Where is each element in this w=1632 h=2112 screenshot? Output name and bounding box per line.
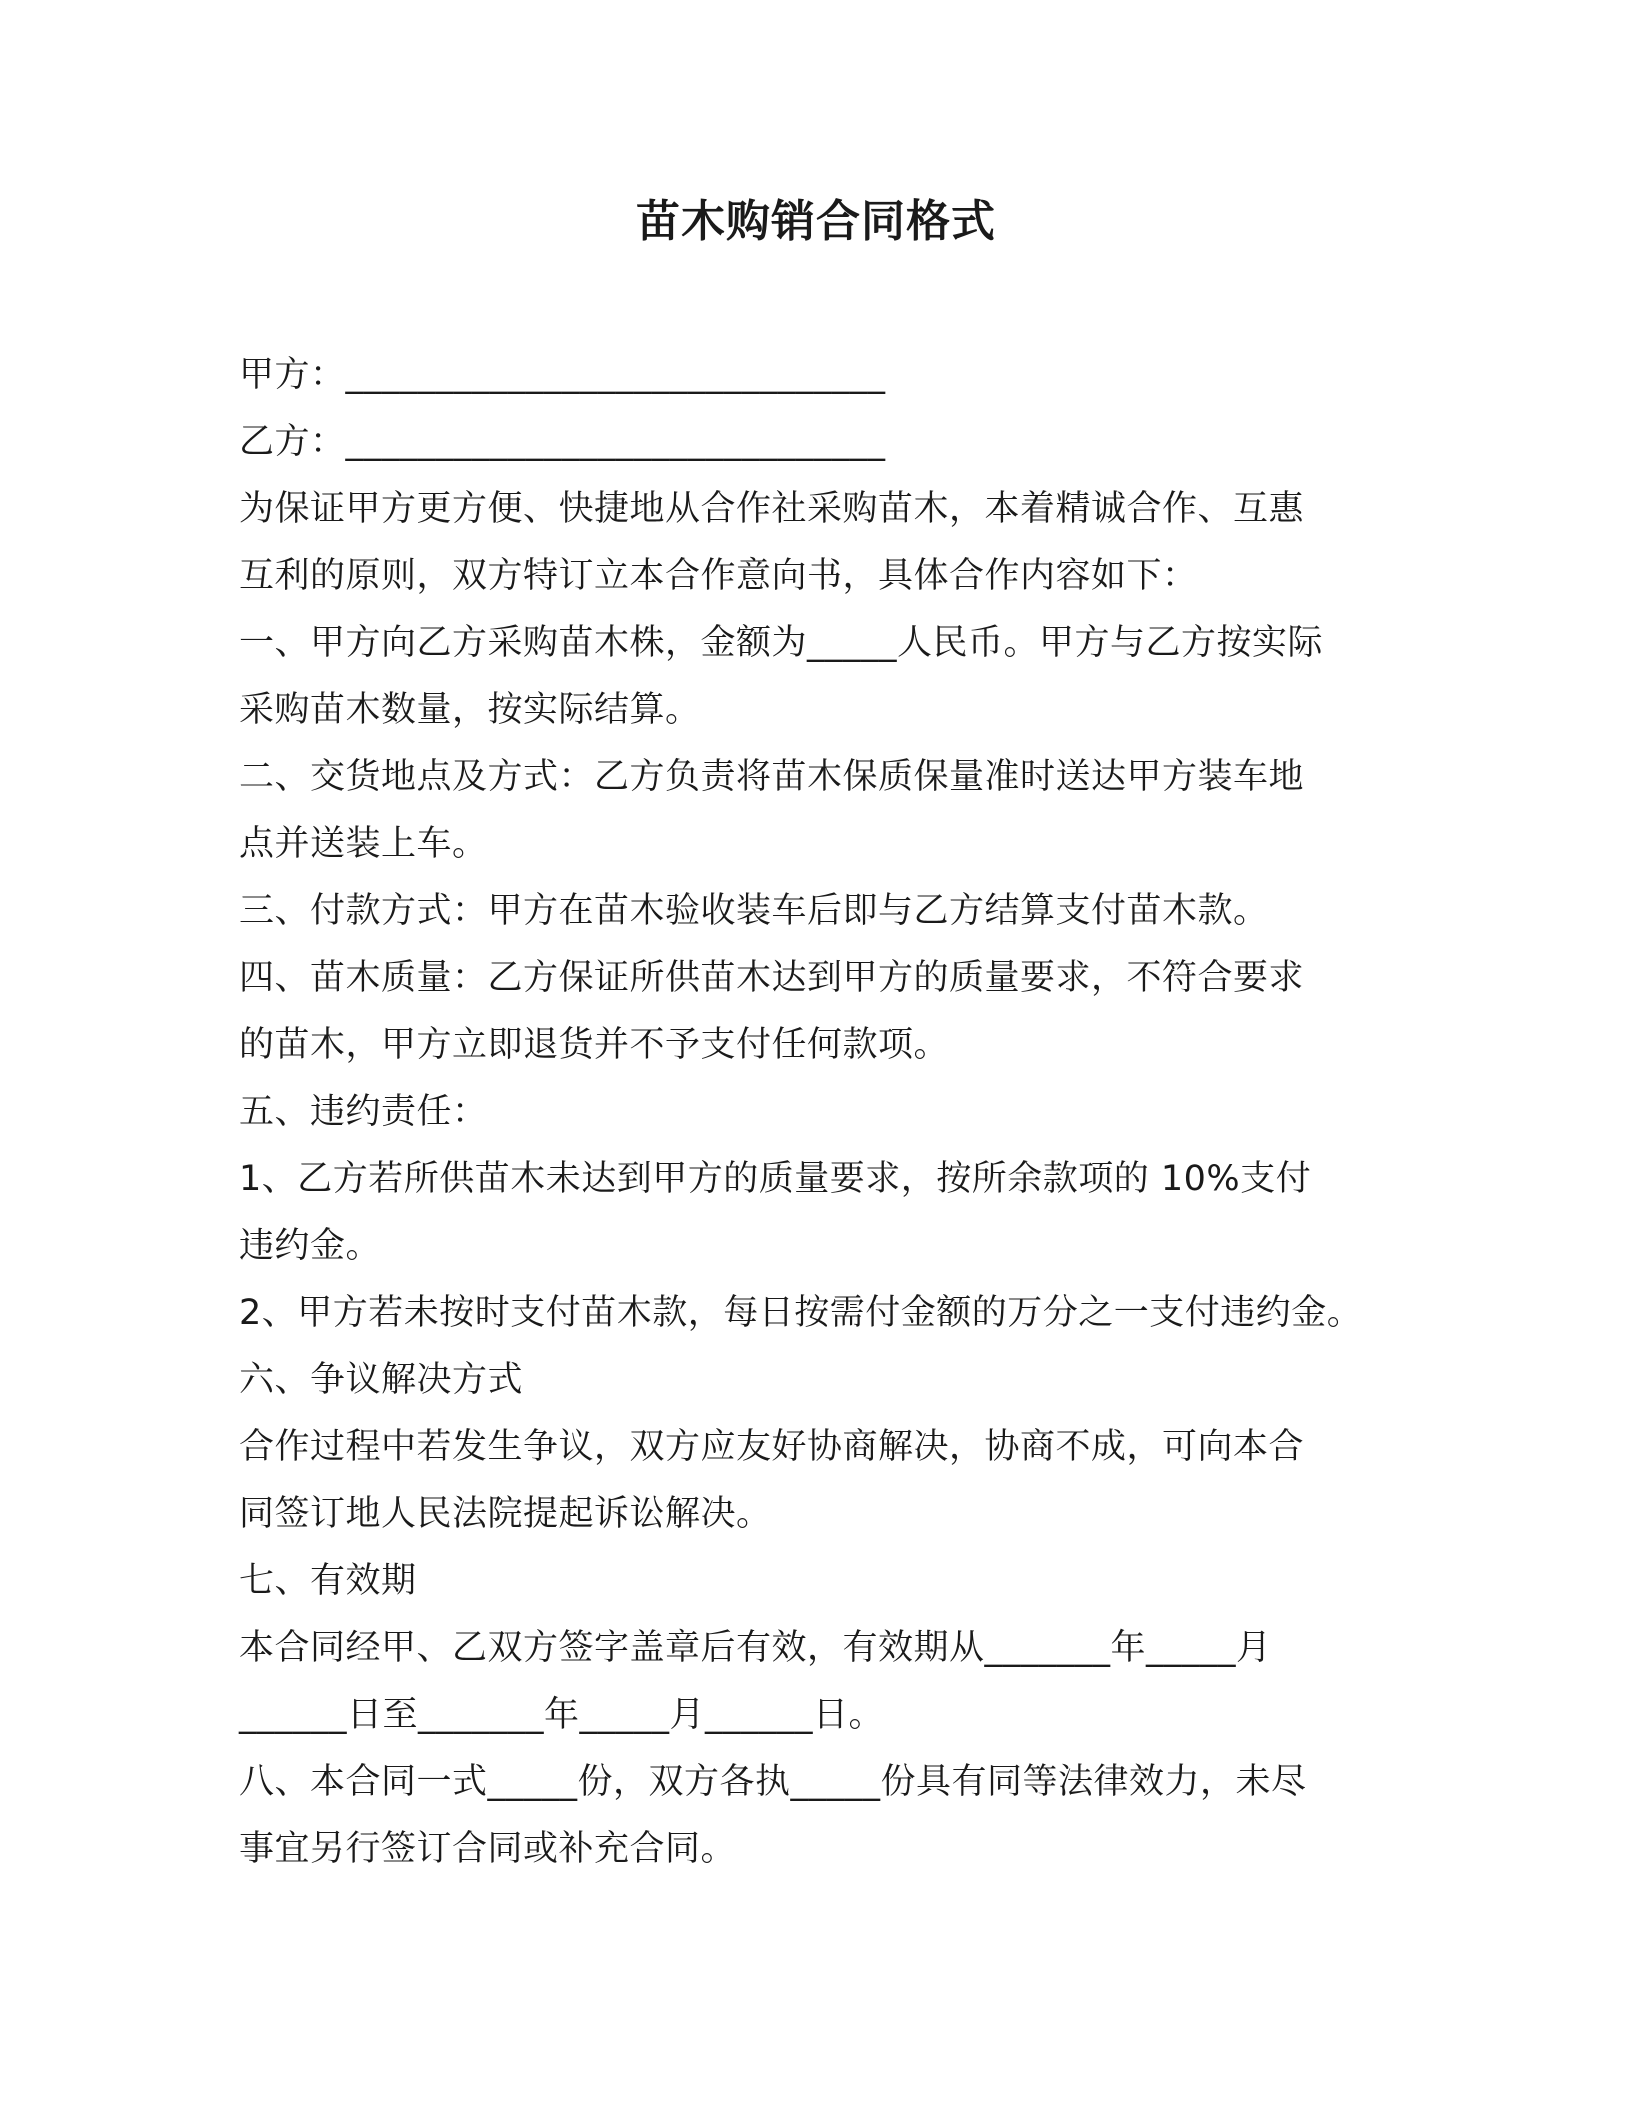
preamble-line-1: 为保证甲方更方便、快捷地从合作社采购苗木，本着精诚合作、互惠 — [239, 489, 1305, 529]
clause-3-line: 三、付款方式：甲方在苗木验收装车后即与乙方结算支付苗木款。 — [239, 891, 1269, 931]
clause-6-heading: 六、争议解决方式 — [239, 1360, 524, 1400]
clause-5-item-1-line-1: 1、乙方若所供苗木未达到甲方的质量要求，按所余款项的 10%支付 — [239, 1159, 1312, 1199]
clause-6-line-2: 同签订地人民法院提起诉讼解决。 — [239, 1494, 772, 1534]
party-b-line: 乙方：______________________________ — [239, 422, 886, 462]
document-body — [239, 342, 1419, 1883]
clause-7-heading: 七、有效期 — [239, 1561, 417, 1601]
clause-5-item-2-line: 2、甲方若未按时支付苗木款，每日按需付金额的万分之一支付违约金。 — [239, 1293, 1363, 1333]
clause-7-line-2: ______日至_______年_____月______日。 — [239, 1695, 885, 1735]
document-title: 苗木购销合同格式 — [636, 196, 996, 247]
clause-6-line-1: 合作过程中若发生争议，双方应友好协商解决，协商不成，可向本合 — [239, 1427, 1305, 1467]
party-a-line: 甲方：______________________________ — [239, 355, 886, 395]
clause-4-line-1: 四、苗木质量：乙方保证所供苗木达到甲方的质量要求，不符合要求 — [239, 958, 1305, 998]
clause-4-line-2: 的苗木，甲方立即退货并不予支付任何款项。 — [239, 1025, 950, 1065]
clause-8-line-1: 八、本合同一式_____份，双方各执_____份具有同等法律效力，未尽 — [239, 1762, 1307, 1802]
clause-5-item-1-line-2: 违约金。 — [239, 1226, 382, 1266]
preamble-line-2: 互利的原则，双方特订立本合作意向书，具体合作内容如下： — [239, 556, 1198, 596]
clause-8-line-2: 事宜另行签订合同或补充合同。 — [239, 1829, 737, 1869]
clause-2-line-1: 二、交货地点及方式：乙方负责将苗木保质保量准时送达甲方装车地 — [239, 757, 1305, 797]
clause-1-line-2: 采购苗木数量，按实际结算。 — [239, 690, 701, 730]
clause-5-heading: 五、违约责任： — [239, 1092, 488, 1132]
clause-2-line-2: 点并送装上车。 — [239, 824, 488, 864]
clause-7-line-1: 本合同经甲、乙双方签字盖章后有效，有效期从_______年_____月 — [239, 1628, 1272, 1668]
clause-1-line-1: 一、甲方向乙方采购苗木株，金额为_____人民币。甲方与乙方按实际 — [239, 623, 1324, 663]
